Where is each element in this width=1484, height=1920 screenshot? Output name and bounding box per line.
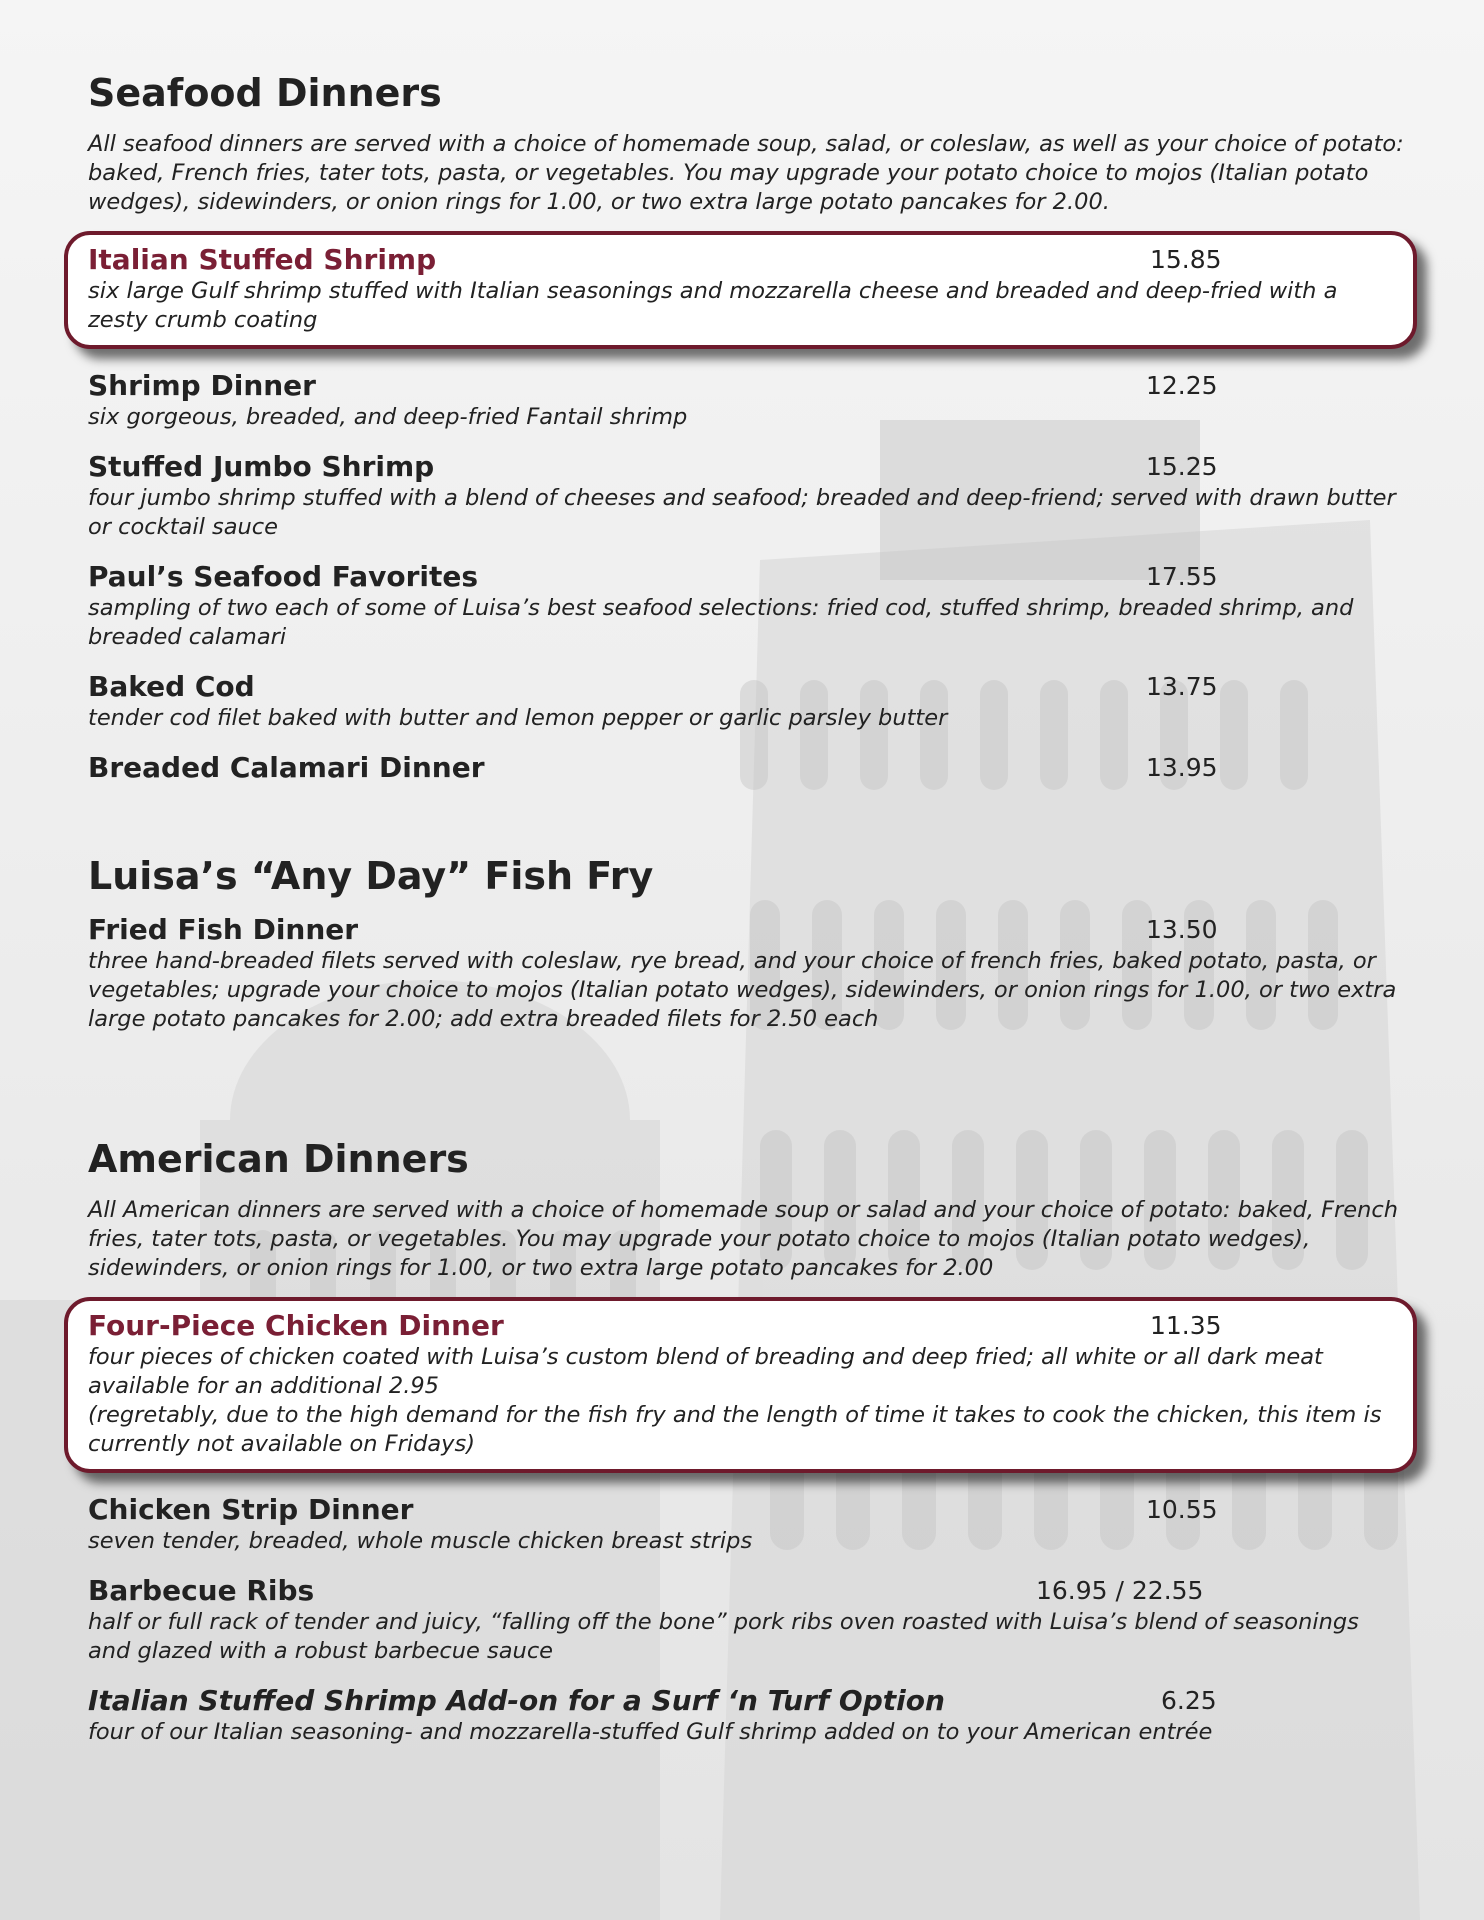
- menu-item: [88, 369, 1408, 432]
- menu-page: [88, 70, 1408, 1765]
- item-description: tender cod filet baked with butter and lemon pepper or garlic parsley butter: [88, 705, 948, 731]
- section-title: Seafood Dinners: [88, 71, 442, 115]
- item-name: Breaded Calamari Dinner: [88, 751, 485, 784]
- item-description: four pieces of chicken coated with Luisa’s custom blend of breading and deep fried; all white or all dark meat available for an additional 2.95: [88, 1344, 1323, 1399]
- item-description: six large Gulf shrimp stuffed with Italian seasonings and mozzarella cheese and breaded and deep-fried with a zesty crumb coating: [88, 278, 1338, 333]
- section-title: Luisa’s “Any Day” Fish Fry: [88, 854, 654, 898]
- item-name: Baked Cod: [88, 670, 255, 703]
- item-name: Shrimp Dinner: [88, 369, 316, 402]
- menu-item: [88, 751, 1408, 785]
- menu-item: [88, 560, 1408, 652]
- item-description: half or full rack of tender and juicy, “falling off the bone” pork ribs oven roasted with Luisa’s blend of seasonings and glazed with a robust barbecue sauce: [88, 1609, 1359, 1664]
- item-name: Italian Stuffed Shrimp Add-on for a Surf ‘n Turf Option: [88, 1684, 945, 1717]
- item-description: four jumbo shrimp stuffed with a blend of cheeses and seafood; breaded and deep-friend; served with drawn butter or cocktail sauce: [88, 485, 1396, 540]
- item-name: Four-Piece Chicken Dinner: [88, 1309, 504, 1342]
- item-price: 10.55: [1146, 1495, 1218, 1524]
- menu-item: [88, 670, 1408, 733]
- section-intro: All American dinners are served with a choice of homemade soup or salad and your choice of potato: baked, French fries, tater tots, pasta, or vegetables. You may upgrade your potato choice to mojos (Italian potato wedges), sidewinders, or onion rings for 1.00, or two extra large potato pancakes for 2.00: [88, 1197, 1399, 1281]
- section-seafood-dinners: [88, 70, 1408, 785]
- item-name: Chicken Strip Dinner: [88, 1493, 414, 1526]
- item-description: seven tender, breaded, whole muscle chicken breast strips: [88, 1528, 753, 1554]
- item-price: 15.25: [1146, 452, 1218, 481]
- menu-item: [88, 1493, 1408, 1556]
- item-price: 11.35: [1150, 1311, 1222, 1340]
- item-description: sampling of two each of some of Luisa’s best seafood selections: fried cod, stuffed shrimp, breaded shrimp, and breaded calamari: [88, 595, 1354, 650]
- section-spacer: [88, 803, 1408, 853]
- menu-item: [88, 450, 1408, 542]
- item-price: 16.95 / 22.55: [1036, 1576, 1204, 1605]
- section-intro: All seafood dinners are served with a choice of homemade soup, salad, or coleslaw, as well as your choice of potato: baked, French fries, tater tots, pasta, or vegetables. You may upgrade your potato choice to mojos (Italian potato wedges), sidewinders, or onion rings for 1.00, or two extra large potato pancakes for 2.00.: [88, 131, 1404, 215]
- menu-item: [88, 913, 1408, 1034]
- item-price: 17.55: [1146, 562, 1218, 591]
- item-name: Stuffed Jumbo Shrimp: [88, 450, 435, 483]
- featured-menu-item: [64, 1297, 1417, 1473]
- item-description: four of our Italian seasoning- and mozzarella-stuffed Gulf shrimp added on to your American entrée: [88, 1719, 1213, 1745]
- item-note: (regretably, due to the high demand for the fish fry and the length of time it takes to cook the chicken, this item is currently not available on Fridays): [88, 1402, 1382, 1457]
- section-title: American Dinners: [88, 1137, 469, 1181]
- item-price: 13.95: [1146, 753, 1218, 782]
- item-description: three hand-breaded filets served with coleslaw, rye bread, and your choice of french fries, baked potato, pasta, or vegetables; upgrade your choice to mojos (Italian potato wedges), sidewinders, or onion rings for 1.00, or two extra large potato pancakes for 2.00; add extra breaded filets for 2.50 each: [88, 948, 1397, 1032]
- item-name: Barbecue Ribs: [88, 1574, 315, 1607]
- item-price: 13.75: [1146, 672, 1218, 701]
- section-fish-fry: [88, 853, 1408, 1034]
- menu-item: [88, 1574, 1408, 1666]
- item-price: 12.25: [1146, 371, 1218, 400]
- section-spacer: [88, 1052, 1408, 1136]
- menu-item: [88, 1684, 1408, 1747]
- item-description: six gorgeous, breaded, and deep-fried Fantail shrimp: [88, 404, 688, 430]
- item-price: 15.85: [1150, 245, 1222, 274]
- featured-menu-item: [64, 231, 1417, 349]
- item-name: Paul’s Seafood Favorites: [88, 560, 479, 593]
- item-name: Fried Fish Dinner: [88, 913, 359, 946]
- item-price: 13.50: [1146, 915, 1218, 944]
- item-price: 6.25: [1161, 1686, 1217, 1715]
- item-name: Italian Stuffed Shrimp: [88, 243, 437, 276]
- section-american-dinners: [88, 1136, 1408, 1747]
